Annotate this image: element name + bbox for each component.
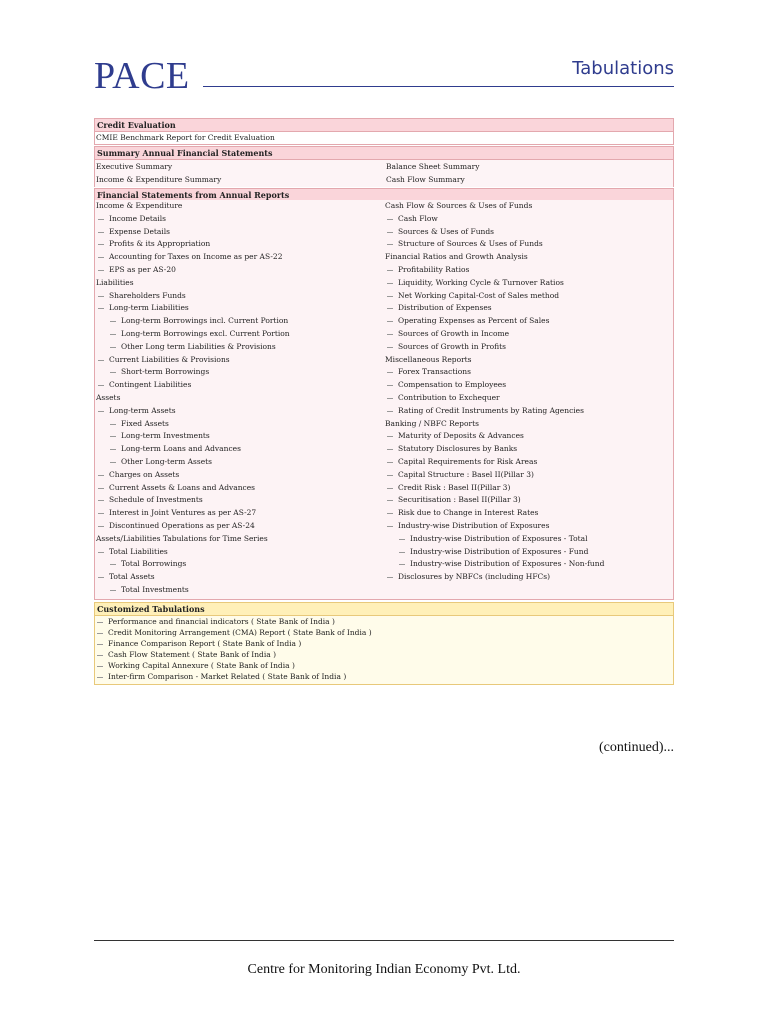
tree-item-link[interactable]: Schedule of Investments (96, 494, 290, 507)
customized-tabulation-link[interactable]: Working Capital Annexure ( State Bank of India ) (95, 660, 673, 671)
customized-tabulations-header: Customized Tabulations (95, 603, 673, 616)
tree-item-link[interactable]: Long-term Borrowings incl. Current Portion (96, 315, 290, 328)
tree-item-link[interactable]: Total Borrowings (96, 558, 290, 571)
customized-tabulations-list (95, 616, 673, 682)
tree-item-link[interactable]: Long-term Assets (96, 405, 290, 418)
tree-item-link[interactable]: Total Liabilities (96, 546, 290, 559)
tree-item-link[interactable]: Fixed Assets (96, 418, 290, 431)
tree-item-link[interactable]: Capital Structure : Basel II(Pillar 3) (385, 469, 604, 482)
tree-group-label: Banking / NBFC Reports (385, 418, 479, 428)
tree-item-link[interactable]: Compensation to Employees (385, 379, 604, 392)
financial-left-column (96, 200, 290, 597)
summary-header: Summary Annual Financial Statements (95, 147, 673, 160)
tree-item-link[interactable]: Total Investments (96, 584, 290, 597)
tree-item-link[interactable]: Profitability Ratios (385, 264, 604, 277)
cash-flow-summary-link[interactable]: Cash Flow Summary (386, 174, 465, 184)
tree-item-link[interactable]: Expense Details (96, 226, 290, 239)
tree-item-link[interactable]: Liquidity, Working Cycle & Turnover Ratios (385, 277, 604, 290)
tree-item-link[interactable]: Long-term Loans and Advances (96, 443, 290, 456)
credit-evaluation-section (94, 118, 674, 145)
tree-item-link[interactable]: Contingent Liabilities (96, 379, 290, 392)
customized-tabulation-link[interactable]: Finance Comparison Report ( State Bank of India ) (95, 638, 673, 649)
tree-group-label: Liabilities (96, 277, 134, 287)
customized-tabulation-link[interactable]: Cash Flow Statement ( State Bank of India ) (95, 649, 673, 660)
footer-rule (94, 940, 674, 941)
tree-item-link[interactable]: Interest in Joint Ventures as per AS-27 (96, 507, 290, 520)
pace-logo: PACE (94, 55, 190, 97)
page-title: Tabulations (572, 58, 674, 79)
header-rule (203, 86, 674, 87)
footer-text: Centre for Monitoring Indian Economy Pvt. Ltd. (247, 962, 521, 977)
tree-item-link[interactable]: Cash Flow (385, 213, 604, 226)
tree-item-link[interactable]: Maturity of Deposits & Advances (385, 430, 604, 443)
tree-item-link[interactable]: Industry-wise Distribution of Exposures - Total (385, 533, 604, 546)
tree-item-link[interactable]: Net Working Capital-Cost of Sales method (385, 290, 604, 303)
customized-tabulations-section (94, 602, 674, 685)
tree-group-label: Financial Ratios and Growth Analysis (385, 252, 528, 262)
customized-tabulation-link[interactable]: Performance and financial indicators ( State Bank of India ) (95, 616, 673, 627)
tree-item-link[interactable]: Risk due to Change in Interest Rates (385, 507, 604, 520)
tree-item-link[interactable]: Industry-wise Distribution of Exposures - Non-fund (385, 558, 604, 571)
tree-item-link[interactable]: Shareholders Funds (96, 290, 290, 303)
tree-item-link[interactable]: Long-term Liabilities (96, 302, 290, 315)
income-expenditure-summary-link[interactable]: Income & Expenditure Summary (96, 174, 222, 184)
tree-item-link[interactable]: Securitisation : Basel II(Pillar 3) (385, 494, 604, 507)
tree-item-link[interactable]: Charges on Assets (96, 469, 290, 482)
tree-item-link[interactable]: Industry-wise Distribution of Exposures (385, 520, 604, 533)
tree-item-link[interactable]: Credit Risk : Basel II(Pillar 3) (385, 482, 604, 495)
tree-item-link[interactable]: Forex Transactions (385, 366, 604, 379)
tree-item-link[interactable]: Contribution to Exchequer (385, 392, 604, 405)
credit-evaluation-header: Credit Evaluation (95, 119, 673, 132)
tree-item-link[interactable]: Other Long term Liabilities & Provisions (96, 341, 290, 354)
tree-item-link[interactable]: Disclosures by NBFCs (including HFCs) (385, 571, 604, 584)
cmie-benchmark-report-link[interactable]: CMIE Benchmark Report for Credit Evaluation (96, 133, 275, 142)
tree-group-label: Cash Flow & Sources & Uses of Funds (385, 201, 533, 210)
financial-right-column (385, 200, 604, 584)
tree-item-link[interactable]: Long-term Borrowings excl. Current Portion (96, 328, 290, 341)
tree-item-link[interactable]: Distribution of Expenses (385, 302, 604, 315)
financial-statements-tree (94, 200, 674, 600)
tree-item-link[interactable]: Rating of Credit Instruments by Rating Agencies (385, 405, 604, 418)
tree-item-link[interactable]: Short-term Borrowings (96, 366, 290, 379)
tree-item-link[interactable]: Current Assets & Loans and Advances (96, 482, 290, 495)
tree-item-link[interactable]: Sources & Uses of Funds (385, 226, 604, 239)
financial-statements-header: Financial Statements from Annual Reports (95, 189, 673, 202)
customized-tabulation-link[interactable]: Inter-firm Comparison - Market Related ( State Bank of India ) (95, 671, 673, 682)
tree-item-link[interactable]: Income Details (96, 213, 290, 226)
tree-item-link[interactable]: Other Long-term Assets (96, 456, 290, 469)
tree-item-link[interactable]: Total Assets (96, 571, 290, 584)
tree-item-link[interactable]: Profits & its Appropriation (96, 238, 290, 251)
tree-group-label: Assets (96, 392, 121, 402)
tree-item-link[interactable]: Statutory Disclosures by Banks (385, 443, 604, 456)
tree-item-link[interactable]: Discontinued Operations as per AS-24 (96, 520, 290, 533)
tree-group-label: Assets/Liabilities Tabulations for Time Series (96, 533, 268, 543)
tree-item-link[interactable]: Structure of Sources & Uses of Funds (385, 238, 604, 251)
tree-item-link[interactable]: Current Liabilities & Provisions (96, 354, 290, 367)
tree-item-link[interactable]: Capital Requirements for Risk Areas (385, 456, 604, 469)
tree-item-link[interactable]: Accounting for Taxes on Income as per AS-22 (96, 251, 290, 264)
balance-sheet-summary-link[interactable]: Balance Sheet Summary (386, 162, 480, 171)
tree-group-label: Income & Expenditure (96, 201, 183, 210)
executive-summary-link[interactable]: Executive Summary (96, 162, 173, 171)
continued-note: (continued)... (598, 740, 674, 755)
tree-item-link[interactable]: Industry-wise Distribution of Exposures - Fund (385, 546, 604, 559)
tree-item-link[interactable]: Operating Expenses as Percent of Sales (385, 315, 604, 328)
customized-tabulation-link[interactable]: Credit Monitoring Arrangement (CMA) Report ( State Bank of India ) (95, 627, 673, 638)
tree-item-link[interactable]: Long-term Investments (96, 430, 290, 443)
tree-group-label: Miscellaneous Reports (385, 354, 472, 364)
tree-item-link[interactable]: Sources of Growth in Income (385, 328, 604, 341)
summary-section (94, 146, 674, 187)
tree-item-link[interactable]: EPS as per AS-20 (96, 264, 290, 277)
tree-item-link[interactable]: Sources of Growth in Profits (385, 341, 604, 354)
